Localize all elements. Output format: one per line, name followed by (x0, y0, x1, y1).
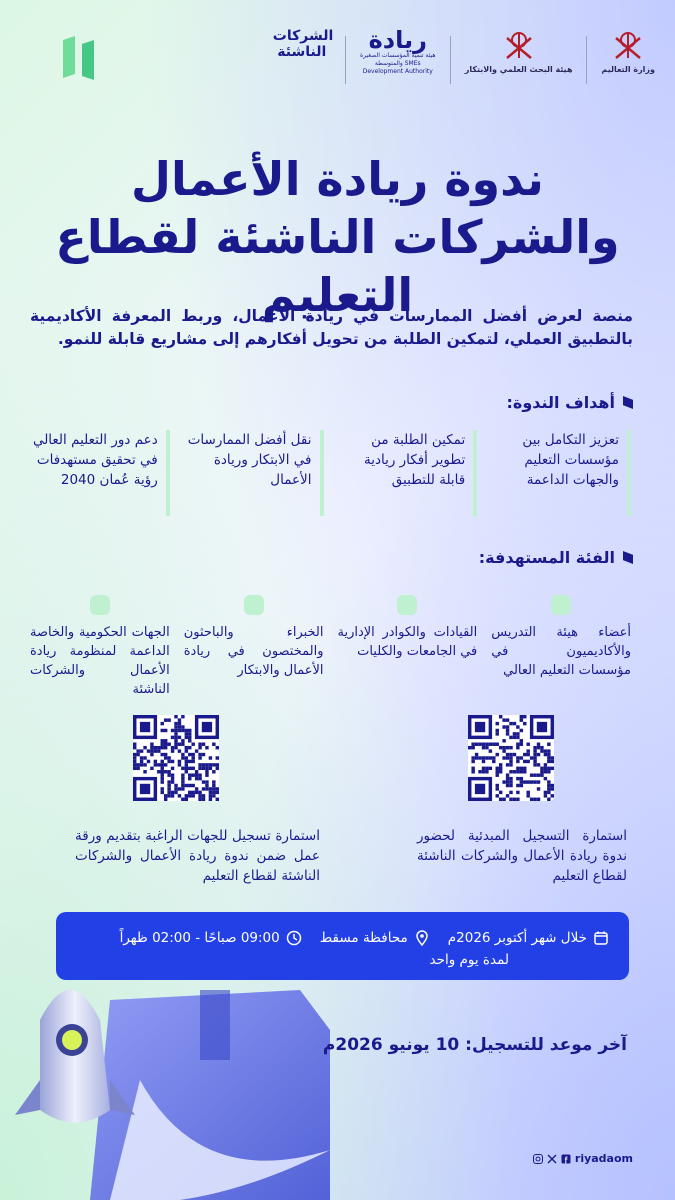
audience-item: الجهات الحكومية والخاصة الداعمة لمنظومة ريادة الأعمال والشركات الناشئة (30, 595, 170, 699)
event-info-banner (56, 912, 629, 980)
partner-logos (273, 28, 655, 84)
page-title: ندوة ريادة الأعمال والشركات الناشئة لقطاع التعليم (55, 152, 620, 322)
section-marker-icon (623, 551, 633, 564)
rocket-folder-illustration (0, 960, 380, 1200)
qr-code-icon (468, 715, 554, 801)
goal-item: نقل أفضل الممارسات في الابتكار وريادة الأعمال (184, 430, 324, 516)
clock-icon (286, 930, 302, 946)
riyada-logo: ريادة هيئة تنمية المؤسسات الصغيرة والمتوسطة SMEs Development Authority (360, 26, 436, 75)
bullet-dot-icon (244, 595, 264, 615)
startups-logo: الشركات الناشئة (272, 28, 334, 60)
registration-deadline: آخر موعد للتسجيل: 10 يونيو 2026م (322, 1035, 627, 1055)
header-logos (20, 28, 655, 98)
goal-item: دعم دور التعليم العالي في تحقيق مستهدفات رؤية عُمان 2040 (30, 430, 170, 516)
bullet-dot-icon (551, 595, 571, 615)
facebook-icon (561, 1154, 571, 1164)
audience-heading: الفئة المستهدفة: (479, 548, 633, 567)
event-duration: لمدة يوم واحد (429, 952, 509, 968)
audience-item: القيادات والكوادر الإدارية في الجامعات والكليات (338, 595, 478, 699)
x-icon (547, 1154, 557, 1164)
event-time: 09:00 صباحًا - 02:00 ظهراً (120, 930, 302, 946)
location-pin-icon (414, 930, 430, 946)
goal-item: تعزيز التكامل بين مؤسسات التعليم والجهات الداعمة (491, 430, 631, 516)
qr-code-attendance[interactable] (468, 715, 554, 801)
oman-emblem-icon (611, 28, 645, 62)
qr-code-icon (133, 715, 219, 801)
ministry-logo: وزارة التعاليم (601, 28, 655, 74)
research-council-logo: هيئة البحث العلمي والابتكار (465, 28, 573, 74)
goals-list (30, 430, 631, 516)
divider (345, 36, 346, 84)
social-handle[interactable]: riyadaom (533, 1152, 633, 1165)
qr-caption-attendance: استمارة التسجيل المبدئية لحضور ندوة ريادة الأعمال والشركات الناشئة لقطاع التعليم (417, 828, 627, 884)
section-marker-icon (623, 396, 633, 409)
event-date: خلال شهر أكتوبر 2026م (448, 930, 609, 946)
goal-item: تمكين الطلبة من تطوير أفكار ريادية قابلة للتطبيق (338, 430, 478, 516)
intro-text: منصة لعرض أفضل الممارسات في ريادة الأعمال، وربط المعرفة الأكاديمية بالتطبيق العملي، لتمكين الطلبة من تحويل أفكارهم إلى مشاريع قابلة للنمو. (30, 307, 633, 348)
divider (586, 36, 587, 84)
bullet-dot-icon (397, 595, 417, 615)
qr-caption-paper-submission: استمارة تسجيل للجهات الراغبة بتقديم ورقة عمل ضمن ندوة ريادة الأعمال والشركات الناشئة لقطاع التعليم (75, 828, 320, 884)
calendar-icon (593, 930, 609, 946)
startup-green-mark-icon (60, 34, 100, 82)
goals-heading: أهداف الندوة: (506, 393, 633, 412)
event-location: محافظة مسقط (320, 930, 430, 946)
instagram-icon (533, 1154, 543, 1164)
audience-item: الخبراء والباحثون والمختصون في ريادة الأعمال والابتكار (184, 595, 324, 699)
divider (450, 36, 451, 84)
audience-list (30, 595, 631, 699)
audience-item: أعضاء هيئة التدريس والأكاديميون في مؤسسات التعليم العالي (491, 595, 631, 699)
qr-code-paper-submission[interactable] (133, 715, 219, 801)
bullet-dot-icon (90, 595, 110, 615)
oman-emblem-icon (502, 28, 536, 62)
